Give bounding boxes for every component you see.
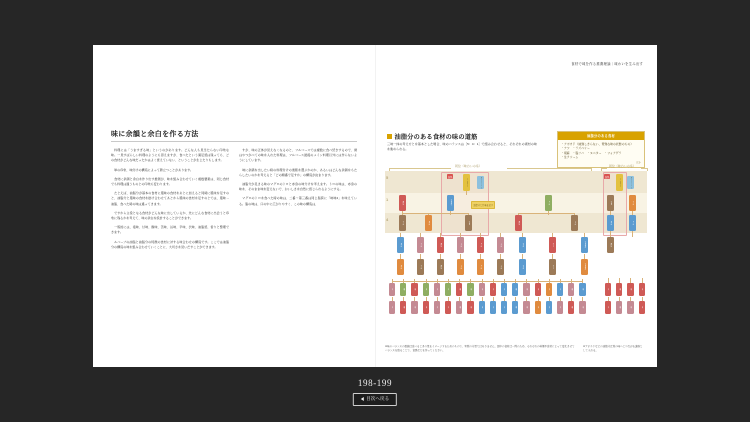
diagram-connector: [608, 278, 609, 283]
diagram-node-label: 油脂感: [583, 263, 586, 271]
diagram-connector: [482, 297, 483, 301]
diagram-node: [457, 237, 464, 253]
diagram-connector: [420, 254, 421, 259]
diagram-node-label: 辛味: [499, 242, 502, 248]
band-rule: [507, 168, 591, 169]
diagram-connector: [515, 297, 516, 301]
band-tick: [647, 168, 648, 171]
diagram-connector: [426, 297, 427, 301]
diagram-node: [627, 283, 633, 296]
diagram-node: [639, 283, 645, 296]
paragraph: 油脂分が足さる味のマグロのトロと赤身の味分けを考えます。トロの味は、赤身の味を、そのまま味を変えないで、おいしさを自然に感じられるようにする。: [239, 182, 357, 192]
diagram-node-label: 味: [469, 306, 472, 309]
diagram-connector: [571, 297, 572, 301]
diagram-connector: [552, 233, 553, 237]
diagram-node-label: 味: [413, 306, 416, 309]
diagram-connector: [610, 231, 611, 237]
diagram-node: [397, 259, 404, 275]
diagram-node-label: 辛味: [499, 264, 502, 270]
diagram-node-label: 味: [480, 306, 483, 309]
paragraph: マグロのトロを食べた時の味は、二番〜第三番は同じ脂質に「味味4」を味えている。脂の味は、口の中に広がりやすく、この味の構造は、: [239, 196, 357, 206]
diagram-node-label: 油脂分: [449, 199, 452, 207]
diagram-node: [557, 301, 563, 314]
diagram-connector: [470, 297, 471, 301]
diagram-connector: [619, 278, 620, 283]
diagram-node-cream: [477, 176, 484, 189]
diagram-node-label: 味: [503, 288, 506, 291]
diagram-connector: [582, 297, 583, 301]
diagram-row-label: 5: [386, 175, 389, 180]
diagram-node-label: 味: [447, 288, 450, 291]
diagram-connector: [428, 213, 429, 215]
diagram-node-label: 油脂感: [583, 241, 586, 249]
diagram-node: [465, 215, 472, 231]
diagram-node: [519, 259, 526, 275]
diagram-node-cream-side: [627, 176, 634, 189]
diagram-connector: [459, 297, 460, 301]
diagram-node-label: 旨味: [479, 264, 482, 270]
diagram-node-label: 塩味: [399, 242, 402, 248]
diagram-connector: [574, 213, 575, 215]
paragraph: ルバーブの油脂と油脂分の特徴の食材に対する味合わせの構造です。ここでは油脂分の構造の味を組み合わせていくことに、大切さを見いだすことができます。: [111, 239, 229, 249]
diagram-node: [568, 301, 574, 314]
diagram-node-label: 味: [480, 288, 483, 291]
diagram-node: [519, 237, 526, 253]
diagram-node-label: 味: [618, 306, 621, 309]
diagram-node: [477, 259, 484, 275]
band-rule: [389, 168, 451, 169]
diagram-node-label: 味: [559, 288, 562, 291]
diagram-node-label: 旨味: [631, 220, 634, 226]
diagram-node-label: 味: [629, 306, 632, 309]
diagram-node-label: 味: [581, 288, 584, 291]
diagram-node-label: 甘味: [631, 200, 634, 206]
page-number: 198-199: [357, 378, 393, 388]
legend-item: ・ナツ ・ラズベリー: [561, 146, 590, 151]
body-column-2: [239, 148, 357, 348]
figure-caption-secondary: ※アボカドなどの油脂分は別の味へとつながる道筋として入れる。: [583, 345, 643, 352]
diagram-node-label: 甘味: [419, 264, 422, 270]
diagram-node: [605, 283, 611, 296]
diagram-node: [607, 237, 614, 253]
diagram-node: [546, 283, 552, 296]
diagram-connector: [493, 297, 494, 301]
diagram-node: [397, 237, 404, 253]
diagram-node: [479, 283, 485, 296]
diagram-node-label: 味: [570, 306, 573, 309]
diagram-connector: [460, 233, 461, 237]
tag-heat-side: 加熱: [604, 174, 610, 179]
diagram-node-label: 味: [503, 306, 506, 309]
band-label-side: 同位（味わいの系）: [609, 164, 636, 168]
diagram-node-label: 酸味: [401, 200, 404, 206]
diagram-node-label: 味: [436, 306, 439, 309]
diagram-node-label: 油脂: [467, 220, 470, 226]
diagram-connector: [518, 213, 519, 215]
diagram-connector: [522, 254, 523, 259]
diagram-node-label: 味: [570, 288, 573, 291]
diagram-node-label: 味: [492, 288, 495, 291]
diagram-node-label: 甘味: [401, 220, 404, 226]
diagram-connector: [392, 297, 393, 301]
diagram-node-label: 味: [469, 288, 472, 291]
diagram-node: [445, 301, 451, 314]
diagram-connector: [460, 254, 461, 259]
diagram-node: [457, 259, 464, 275]
diagram-node: [581, 237, 588, 253]
diagram-node: [437, 259, 444, 275]
diagram-connector: [538, 297, 539, 301]
diagram-node-label: 味: [548, 306, 551, 309]
diagram-node: [546, 301, 552, 314]
diagram-node: [447, 195, 454, 211]
diagram-node: [467, 301, 473, 314]
diagram-node-label: 味: [548, 288, 551, 291]
diagram-connector: [630, 297, 631, 301]
diagram-node-label: 苦味: [459, 242, 462, 248]
diagram-connector: [642, 278, 643, 283]
diagram-connector: [400, 233, 401, 237]
diagram-node: [423, 301, 429, 314]
diagram-node: [629, 195, 636, 211]
tag-add-fat-sweet: 油脂分と甘味を足す: [471, 201, 495, 209]
diagram-node: [497, 259, 504, 275]
square-bullet-icon: [387, 134, 392, 139]
diagram-connector: [630, 278, 631, 283]
diagram-node: [400, 301, 406, 314]
diagram-node: [616, 301, 622, 314]
diagram-node-label: 味: [514, 288, 517, 291]
diagram-node: [629, 215, 636, 231]
diagram-node-label: 味: [424, 306, 427, 309]
diagram-node-label: 生クリーム: [629, 176, 632, 189]
diagram-node-label: 味: [640, 306, 643, 309]
diagram-node: [501, 301, 507, 314]
diagram-connector: [500, 254, 501, 259]
diagram-connector: [448, 297, 449, 301]
diagram-node: [581, 259, 588, 275]
diagram-node-label: 酸味: [439, 242, 442, 248]
diagram-node-label: 苦味: [573, 220, 576, 226]
diagram-node-label: 香り: [551, 242, 554, 248]
diagram-node: [445, 283, 451, 296]
diagram-node-label: 味: [607, 306, 610, 309]
diagram-connector: [522, 233, 523, 237]
legend-card: [557, 131, 645, 168]
diagram-node-label: 味: [536, 288, 539, 291]
diagram-node-label: 酸味: [517, 220, 520, 226]
diagram-node: [497, 237, 504, 253]
diagram-connector: [437, 297, 438, 301]
diagram-node-label: 香り: [551, 264, 554, 270]
diagram-node: [399, 195, 406, 211]
diagram-node: [423, 283, 429, 296]
running-header: 食材で味を作る推測理論｜味わいを生み出す: [571, 62, 643, 66]
legend-item: ・胡麻 ・脂ソバ ・ヌベター ・フォアグラ: [561, 150, 622, 155]
diagram-node-label: 味: [581, 306, 584, 309]
diagram-connector: [402, 213, 468, 214]
diagram-connector: [403, 297, 404, 301]
diagram-connector: [552, 254, 553, 259]
diagram-node-label: 味: [514, 306, 517, 309]
paragraph: 味に余韻を出したい時の料理付けの道筋を選ぶかのか、あるいはどんな余韻をもたらしたいのかを考えると「どの順番で足すか」の構造が決まります。: [239, 167, 357, 177]
diagram-node-label: 生クリーム: [479, 176, 482, 189]
diagram-node-label: 味: [402, 288, 405, 291]
diagram-connector: [480, 233, 481, 237]
diagram-node: [545, 195, 552, 211]
diagram-node: [467, 283, 473, 296]
diagram-node: [607, 195, 614, 211]
diagram-connector: [414, 297, 415, 301]
diagram-node: [456, 301, 462, 314]
back-to-toc-button[interactable]: [353, 393, 397, 406]
diagram-node-label: 味: [413, 288, 416, 291]
legend-item: ・生クリーム: [561, 155, 579, 159]
diagram-connector: [584, 233, 585, 237]
paragraph: 料理には「うますぎる味」というのがあります。どんな人も見当たらない印象な味。一見すばらしい料理のようにも思えますが、食べたという満足感は残っても、どの食材がどんな味だったかはよく覚えていない、ということが生じたりもします。: [111, 148, 229, 163]
diagram-node: [616, 283, 622, 296]
diagram-node: [607, 215, 614, 231]
diagram-node: [605, 301, 611, 314]
diagram-node-label: 味: [618, 288, 621, 291]
diagram-node: [437, 237, 444, 253]
diagram-node: [512, 301, 518, 314]
diagram-connector: [582, 279, 583, 283]
diagram-connector: [480, 254, 481, 259]
diagram-node-label: 渋味: [521, 264, 524, 270]
diagram-node-label: 味: [492, 306, 495, 309]
section-title: 油脂分のある食材の味の道筋: [394, 134, 478, 141]
tag-heat: 加熱: [447, 174, 453, 179]
legend-body: [558, 140, 644, 167]
diagram-node-label: 味: [458, 288, 461, 291]
diagram-node: [434, 283, 440, 296]
diagram-node-label: 味: [525, 288, 528, 291]
diagram-node-label: 旨味: [547, 200, 550, 206]
diagram-connector: [466, 191, 467, 195]
diagram-node: [512, 283, 518, 296]
diagram-node: [490, 301, 496, 314]
left-caret-icon: [361, 397, 364, 401]
band-rule: [601, 168, 607, 169]
diagram-node: [479, 301, 485, 314]
diagram-node: [523, 283, 529, 296]
diagram-node: [456, 283, 462, 296]
diagram-connector: [610, 211, 611, 215]
diagram-node-label: アボカド: [618, 177, 621, 188]
diagram-node-label: 味: [436, 288, 439, 291]
diagram-connector: [504, 297, 505, 301]
diagram-connector: [560, 297, 561, 301]
diagram-node-label: 酸味: [609, 242, 612, 248]
diagram-node-label: 味: [458, 306, 461, 309]
paragraph: 食材に余韻と余白を作り出す推測が、味を組み合わせていく複数要素は、同じ食材でも料理は違うものとの印象も変わります。: [111, 176, 229, 187]
diagram-connector: [440, 233, 441, 237]
diagram-node-label: 塩味: [427, 220, 430, 226]
diagram-node-label: 苦味: [459, 264, 462, 270]
diagram-node: [425, 215, 432, 231]
diagram-row-label: 4: [386, 217, 389, 222]
paragraph: ですから主役となる食材がどんな味に出しているか、先にどんな食材に出会うと印象に残るかを考えて、味の余白を設計することができます。: [111, 210, 229, 221]
back-to-toc-label: 目次へ戻る: [366, 396, 390, 402]
diagram-node-label: 味: [629, 288, 632, 291]
flow-diagram: [385, 165, 647, 341]
diagram-node-avocado-side: [616, 174, 623, 191]
diagram-node-label: 油脂: [609, 200, 612, 206]
diagram-node: [515, 215, 522, 231]
diagram-connector: [440, 254, 441, 259]
diagram-node: [579, 301, 585, 314]
title-rule: [111, 141, 357, 142]
diagram-node: [557, 283, 563, 296]
diagram-node: [501, 283, 507, 296]
paragraph: 単の印象、味付けの構造によって際立つことがあります。: [114, 167, 194, 172]
diagram-connector: [584, 254, 585, 259]
diagram-connector: [619, 297, 620, 301]
diagram-node: [549, 259, 556, 275]
band-label-main: 同位（味わいの系）: [455, 164, 482, 168]
section-lede: 三味一体の考え方とを基本とした場合、味のバランスは［5：4：1］で組み合わせると、それぞれの素材の味を進められる。: [387, 142, 537, 151]
diagram-node: [535, 301, 541, 314]
diagram-connector: [549, 297, 550, 301]
diagram-node-label: 味: [402, 306, 405, 309]
diagram-node: [627, 301, 633, 314]
diagram-node: [399, 215, 406, 231]
diagram-node: [571, 215, 578, 231]
diagram-node-label: 味: [607, 288, 610, 291]
paragraph: 一般的には、塩味、甘味、酸味、苦味、旨味、辛味、渋味、油脂感、香りと整理できます。: [111, 225, 229, 235]
diagram-connector: [518, 213, 574, 214]
diagram-node: [434, 301, 440, 314]
diagram-node: [477, 237, 484, 253]
diagram-connector: [392, 281, 582, 282]
page-spread: [93, 45, 657, 367]
diagram-node-label: 味: [424, 288, 427, 291]
diagram-node: [411, 283, 417, 296]
paragraph: すが、味の正体が見えなくなるのと、フルコースでは複数に食べ続きするので、僕はやつがべての味を入れた料理は、フルコース最後のメイン料理以外には作らないようにしています。: [239, 148, 357, 163]
diagram-node: [490, 283, 496, 296]
diagram-connector: [526, 297, 527, 301]
diagram-row-label: 1: [386, 197, 389, 202]
page-title: 味に余韻と余白を作る方法: [111, 131, 199, 138]
diagram-node: [549, 237, 556, 253]
diagram-node: [417, 237, 424, 253]
diagram-node-label: 味: [391, 306, 394, 309]
diagram-connector: [400, 254, 401, 259]
legend-item: ・アボカド（純熟しきらない、青熟な味の状態のもの）: [561, 141, 634, 146]
figure-caption: ※味のバランスの数値は食べるときの量をイメージするためのもので、実際の分量ではありません。図中の食材は一例のため、それぞれの料理や食材によって変化させてバランスを取ることで、食感などを作ってください。: [385, 345, 575, 352]
diagram-node-label: 味: [536, 306, 539, 309]
body-columns: [111, 148, 358, 348]
diagram-connector: [420, 233, 421, 237]
diagram-node: [389, 301, 395, 314]
legend-note: ほか: [636, 160, 641, 164]
diagram-node-label: 旨味: [479, 242, 482, 248]
diagram-node: [417, 259, 424, 275]
diagram-node-label: 酸味: [439, 264, 442, 270]
diagram-node-avocado: [463, 174, 470, 191]
diagram-node: [411, 301, 417, 314]
section-heading: [387, 132, 478, 141]
diagram-node-label: アボカド: [465, 177, 468, 188]
diagram-connector: [632, 231, 633, 237]
diagram-node-label: 塩味: [609, 220, 612, 226]
body-column-1: [111, 148, 229, 348]
paragraph: たとえば、油脂分が基本の食材に風味の食材をあとに加えると同時に風味を足すのと、油脂分と風味の食材を掛け合わせてあとから風味の食材を足すのとでは、風味→油脂、食べた時の味は違ってきます。: [111, 191, 229, 206]
diagram-connector: [632, 211, 633, 215]
diagram-connector: [500, 233, 501, 237]
legend-title: 油脂分のある食材: [558, 132, 644, 140]
diagram-node: [579, 283, 585, 296]
diagram-node-label: 味: [640, 288, 643, 291]
diagram-node: [535, 283, 541, 296]
diagram-connector: [642, 297, 643, 301]
diagram-node-label: 甘味: [419, 242, 422, 248]
diagram-node-label: 味: [447, 306, 450, 309]
page-right: [375, 45, 657, 367]
diagram-node-label: 味: [559, 306, 562, 309]
diagram-node: [639, 301, 645, 314]
diagram-node-label: 味: [391, 288, 394, 291]
diagram-node-label: 塩味: [399, 264, 402, 270]
diagram-node-label: 味: [525, 306, 528, 309]
diagram-node: [568, 283, 574, 296]
diagram-connector: [608, 297, 609, 301]
diagram-node: [523, 301, 529, 314]
page-left: [93, 45, 375, 367]
diagram-node-label: 渋味: [521, 242, 524, 248]
diagram-node: [389, 283, 395, 296]
diagram-connector: [468, 213, 469, 215]
diagram-node: [400, 283, 406, 296]
